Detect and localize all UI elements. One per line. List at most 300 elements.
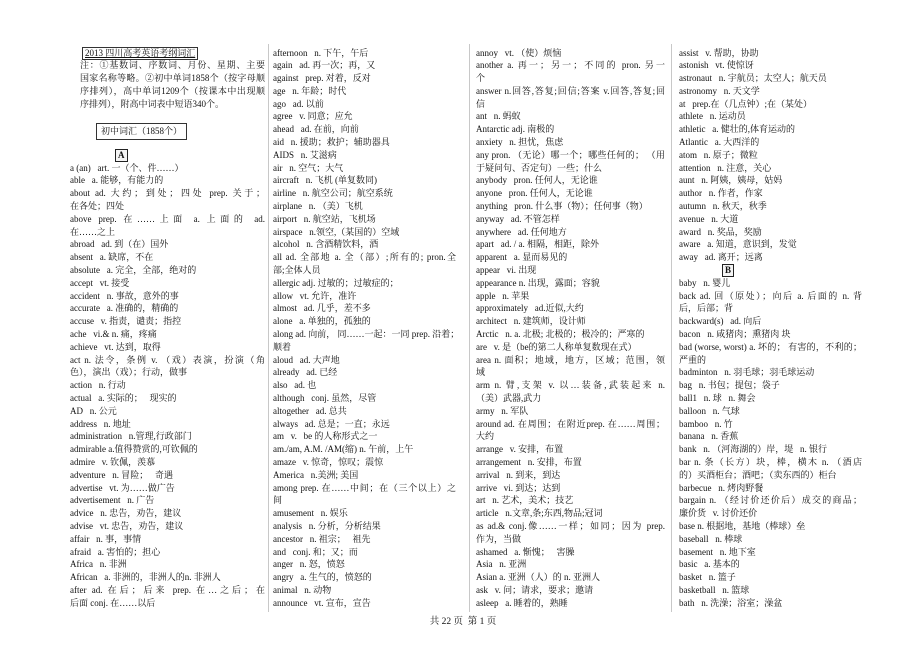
- note-line: 序排列），高中单词1209个（按课本中出现顺: [80, 85, 265, 96]
- entry-headword-line: air n. 空气；大气: [273, 162, 344, 173]
- vocab-entry: [273, 366, 456, 379]
- entry-headword-line: Arctic n. a. 北极; 北极的；极冷的；严寒的: [476, 329, 645, 340]
- vocab-entry: [476, 456, 665, 469]
- vocab-entry: [679, 405, 862, 418]
- entry-headword-line: barbecue n. 烤肉野餐: [679, 482, 764, 493]
- vocab-entry: [679, 59, 862, 72]
- entry-headword-line: baseball n. 棒球: [679, 533, 743, 544]
- entry-headword-line: again ad. 再一次；再，又: [273, 60, 376, 71]
- entry-headword-line: approximately ad.近似,大约: [476, 303, 584, 314]
- entry-headword-line: autumn n. 秋天，秋季: [679, 201, 767, 212]
- vocab-entry: [476, 290, 665, 303]
- vocab-entry: [273, 482, 456, 508]
- column-divider: [268, 44, 269, 612]
- entry-headword-line: aloud ad. 大声地: [273, 354, 340, 365]
- vocab-entry: [273, 174, 456, 187]
- entry-continuation-line: 作为，当做: [476, 533, 522, 544]
- entry-continuation-line: 色），演出（戏）；行动，做事: [70, 367, 188, 378]
- entry-headword-line: ant n. 蚂蚁: [476, 111, 521, 122]
- vocab-entry: [476, 520, 665, 546]
- vocab-entry: [476, 328, 665, 341]
- entry-headword-line: bad (worse, worst) a. 坏的； 有害的，不利的；: [679, 341, 862, 352]
- vocab-entry: [679, 558, 862, 571]
- entry-continuation-line: 在……之上: [70, 226, 116, 237]
- vocab-entry: [679, 123, 862, 136]
- vocab-entry: [273, 302, 456, 315]
- entry-headword-line: also ad. 也: [273, 380, 317, 391]
- entry-headword-line: a (an) art. 一（个、件……）: [70, 162, 184, 173]
- entry-headword-line: at prep.在（几点钟）;在（某处）: [679, 98, 812, 109]
- entry-headword-line: AD n. 公元: [70, 405, 117, 416]
- vocab-entry: [476, 277, 665, 290]
- entry-headword-line: ashamed a. 惭愧； 害臊: [476, 546, 575, 557]
- entry-headword-line: above prep. 在……上面 a. 上面的 ad.: [70, 213, 265, 224]
- entry-headword-line: back ad. 回（原处）；向后 a. 后面的 n. 背: [679, 290, 862, 301]
- entry-headword-line: backward(s) ad. 向后: [679, 316, 762, 327]
- entry-headword-line: anger n. 怒，愤怒: [273, 559, 345, 570]
- entry-continuation-line: 严重的: [679, 354, 707, 365]
- entry-headword-line: alone a. 单独的，孤独的: [273, 316, 371, 327]
- entry-headword-line: atom n. 原子；微粒: [679, 149, 758, 160]
- vocab-entry: [476, 149, 665, 175]
- vocab-entry: [273, 98, 456, 111]
- entry-headword-line: although conj. 虽然，尽管: [273, 393, 377, 404]
- entry-continuation-line: 在各处；四处: [70, 201, 125, 212]
- vocab-entry: [679, 482, 862, 495]
- vocab-entry: [476, 226, 665, 239]
- entry-headword-line: advertise vt. 为……做广告: [70, 482, 175, 493]
- entry-headword-line: among prep. 在……中间；在（三个以上）之: [273, 482, 456, 493]
- entry-headword-line: accurate a. 准确的，精确的: [70, 303, 179, 314]
- vocab-entry: [273, 59, 456, 72]
- vocab-entry: [476, 59, 665, 85]
- entry-headword-line: away ad. 离开；远离: [679, 252, 763, 263]
- vocab-entry: [70, 418, 265, 431]
- spacer: [70, 110, 265, 123]
- section-line: [70, 123, 265, 136]
- entry-headword-line: asleep a. 睡着的，熟睡: [476, 597, 568, 608]
- vocab-entry: [273, 328, 460, 354]
- vocab-entry: [476, 200, 665, 213]
- entry-headword-line: banana n. 香蕉: [679, 431, 739, 442]
- vocab-entry: [679, 546, 862, 559]
- entry-headword-line: advertisement n. 广告: [70, 495, 155, 506]
- entry-headword-line: badminton n. 羽毛球；羽毛球运动: [679, 367, 815, 378]
- vocab-entry: [476, 469, 665, 482]
- vocab-entry: [273, 149, 456, 162]
- entry-headword-line: avenue n. 大道: [679, 213, 739, 224]
- vocab-entry: [679, 72, 862, 85]
- vocab-entry: [679, 379, 862, 392]
- vocab-entry: [476, 597, 665, 610]
- entry-continuation-line: 于疑问句、否定句）一些；什么: [476, 162, 603, 173]
- vocab-entry: [70, 379, 265, 392]
- section-heading: 初中词汇（1858个）: [96, 123, 187, 140]
- vocab-entry: [273, 379, 456, 392]
- entry-headword-line: award n. 奖品，奖励: [679, 226, 762, 237]
- vocab-entry: [679, 533, 862, 546]
- entry-headword-line: agree v. 同意；应允: [273, 111, 353, 122]
- vocab-entry: [70, 430, 265, 443]
- vocab-entry: [273, 456, 456, 469]
- vocab-entry: [70, 315, 265, 328]
- entry-headword-line: astronaut n. 宇航员；太空人；航天员: [679, 73, 827, 84]
- entry-headword-line: Asian a. 亚洲（人）的 n. 亚洲人: [476, 572, 600, 583]
- entry-headword-line: anyone pron. 任何人，无论谁: [476, 188, 593, 199]
- vocab-entry: [273, 430, 456, 443]
- vocab-entry: [476, 584, 665, 597]
- vocab-entry: [476, 110, 665, 123]
- entry-headword-line: act n. 法令，条例 v. （戏）表演，扮演（角: [70, 354, 265, 365]
- vocab-entry: [476, 379, 665, 405]
- letter-line: [70, 149, 265, 162]
- entry-headword-line: accident n. 事故，意外的事: [70, 290, 179, 301]
- vocab-entry: [476, 174, 665, 187]
- vocab-entry: [679, 494, 862, 520]
- vocab-entry: [273, 187, 456, 200]
- vocab-entry: [273, 520, 456, 533]
- vocab-entry: [476, 354, 665, 380]
- entry-headword-line: all ad. 全部地 a. 全（部）;所有的; pron.全: [273, 252, 456, 263]
- vocab-entry: [476, 251, 665, 264]
- entry-headword-line: base n. 根据地，基地（棒球）垒: [679, 520, 806, 531]
- vocab-entry: [679, 136, 862, 149]
- entry-continuation-line: 廉价货 v. 讨价还价: [679, 508, 758, 519]
- vocab-entry: [273, 72, 456, 85]
- vocab-entry: [476, 558, 665, 571]
- entry-headword-line: and conj. 和；又；而: [273, 546, 358, 557]
- vocab-entry: [273, 277, 456, 290]
- vocab-entry: [679, 110, 862, 123]
- vocab-entry: [273, 123, 456, 136]
- vocab-entry: [70, 533, 265, 546]
- entry-headword-line: airplane n. （美）飞机: [273, 201, 363, 212]
- vocab-entry: [679, 443, 862, 456]
- vocab-entry: [476, 238, 665, 251]
- entry-headword-line: after ad. 在后；后来 prep. 在…之后；在: [70, 584, 265, 595]
- entry-headword-line: animal n. 动物: [273, 584, 332, 595]
- vocab-entry: [273, 418, 456, 431]
- vocab-entry: [476, 123, 665, 136]
- entry-continuation-line: （美）武器,武力: [476, 393, 542, 404]
- entry-headword-line: answer n.回答,答复;回信;答案 v.回答,答复;回: [476, 85, 665, 96]
- entry-headword-line: basket n. 篮子: [679, 572, 736, 583]
- vocab-entry: [70, 520, 265, 533]
- vocab-entry: [679, 520, 862, 533]
- entry-headword-line: athletic a. 健壮的,体育运动的: [679, 124, 795, 135]
- vocab-entry: [70, 494, 265, 507]
- entry-headword-line: Atlantic a. 大西洋的: [679, 137, 760, 148]
- vocab-entry: [679, 571, 862, 584]
- vocab-entry: [273, 571, 456, 584]
- vocab-entry: [273, 290, 456, 303]
- vocab-entry: [273, 47, 456, 60]
- entry-headword-line: anyway ad. 不管怎样: [476, 213, 560, 224]
- vocab-entry: [679, 149, 862, 162]
- vocab-entry: [273, 238, 456, 251]
- vocab-entry: [476, 213, 665, 226]
- entry-headword-line: annoy vt. （使）烦恼: [476, 47, 562, 58]
- entry-headword-line: Africa n. 非洲: [70, 559, 127, 570]
- entry-headword-line: arrangement n. 安排，布置: [476, 457, 582, 467]
- column-divider: [469, 44, 470, 612]
- vocab-entry: [273, 584, 456, 597]
- vocab-entry: [273, 354, 456, 367]
- entry-headword-line: as ad.& conj.像……一样；如同；因为 prep.: [476, 520, 665, 531]
- vocab-entry: [476, 405, 665, 418]
- entry-headword-line: accept vt. 接受: [70, 277, 130, 288]
- letter-heading: A: [115, 149, 128, 162]
- entry-headword-line: ask v. 问；请求，要求；邀请: [476, 584, 594, 595]
- entry-continuation-line: 信: [476, 98, 486, 109]
- vocab-entry: [273, 533, 456, 546]
- entry-headword-line: afternoon n. 下午，午后: [273, 47, 369, 58]
- vocab-entry: [476, 571, 665, 584]
- vocab-entry: [70, 277, 265, 290]
- entry-headword-line: army n. 军队: [476, 405, 529, 416]
- vocab-entry: [70, 341, 265, 354]
- vocab-entry: [679, 584, 862, 597]
- entry-headword-line: appear vi. 出现: [476, 265, 537, 276]
- entry-headword-line: amaze v. 惊奇，惊叹；震惊: [273, 457, 384, 467]
- entry-headword-line: always ad. 总是；一直；永远: [273, 418, 390, 429]
- entry-headword-line: America n.美洲; 美国: [273, 469, 359, 480]
- note-block: [70, 59, 265, 110]
- entry-headword-line: aunt n. 阿姨，姨母，姑妈: [679, 175, 783, 186]
- entry-headword-line: adventure n. 冒险； 奇遇: [70, 469, 173, 480]
- vocab-entry: [679, 597, 862, 610]
- entry-headword-line: altogether ad. 总共: [273, 405, 347, 416]
- entry-headword-line: bar n. 条（长方）块，棒，横木 n. （酒店: [679, 457, 862, 467]
- entry-headword-line: bargain n. （经讨价还价后）成交的商品；: [679, 495, 862, 506]
- entry-headword-line: bank n. （河海湖的）岸，堤 n. 银行: [679, 444, 827, 455]
- entry-headword-line: arrival n. 到来，到达: [476, 469, 561, 480]
- entry-headword-line: author n. 作者，作家: [679, 188, 763, 199]
- note-line: 国家名称等略。②初中单词1858个（按字母顺: [80, 73, 265, 84]
- vocab-entry: [273, 392, 456, 405]
- vocab-entry: [70, 571, 265, 584]
- entry-headword-line: actual a. 实际的； 现实的: [70, 393, 177, 404]
- vocab-entry: [273, 507, 456, 520]
- entry-headword-line: anywhere ad. 任何地方: [476, 226, 567, 237]
- entry-headword-line: achieve vt. 达到，取得: [70, 341, 161, 352]
- vocab-entry: [679, 392, 862, 405]
- vocab-entry: [70, 443, 265, 456]
- entry-headword-line: airline n. 航空公司；航空系统: [273, 188, 393, 199]
- entry-headword-line: aid n. 援助；救护；辅助器具: [273, 137, 390, 148]
- vocab-entry: [70, 469, 265, 482]
- vocab-column-4: [679, 47, 862, 610]
- vocab-entry: [70, 213, 265, 239]
- entry-headword-line: article n.文章,条;东西,物品;冠词: [476, 508, 603, 519]
- vocab-column-1: [70, 47, 265, 610]
- entry-continuation-line: 后，后部；背: [679, 303, 734, 314]
- entry-headword-line: astronomy n. 天文学: [679, 85, 760, 96]
- entry-headword-line: airport n. 航空站，飞机场: [273, 213, 376, 224]
- entry-continuation-line: 域: [476, 367, 486, 378]
- vocab-entry: [70, 584, 265, 610]
- vocab-entry: [476, 302, 665, 315]
- entry-headword-line: advise vt. 忠告，劝告，建议: [70, 520, 184, 531]
- vocab-entry: [476, 494, 665, 507]
- entry-continuation-line: 个: [476, 73, 486, 84]
- entry-headword-line: bacon n. 咸猪肉；熏猪肉 块: [679, 329, 791, 340]
- entry-headword-line: abroad ad. 到（在）国外: [70, 239, 169, 250]
- entry-headword-line: age n. 年龄；时代: [273, 85, 347, 96]
- vocab-entry: [273, 162, 456, 175]
- entry-headword-line: area n. 面积；地域，地方，区域；范围，领: [476, 354, 665, 365]
- entry-headword-line: advice n. 忠告，劝告，建议: [70, 508, 182, 519]
- vocab-entry: [679, 251, 862, 264]
- vocab-entry: [476, 315, 665, 328]
- entry-headword-line: afraid a. 害怕的；担心: [70, 546, 161, 557]
- vocab-entry: [70, 392, 265, 405]
- vocab-entry: [273, 469, 456, 482]
- entry-headword-line: assist v. 帮助，协助: [679, 47, 759, 58]
- entry-headword-line: ago ad. 以前: [273, 98, 324, 109]
- vocab-entry: [70, 328, 265, 341]
- vocab-entry: [476, 47, 665, 60]
- entry-headword-line: alcohol n. 含酒精饮料，酒: [273, 239, 379, 250]
- vocab-entry: [273, 200, 456, 213]
- entry-headword-line: appearance n. 出现，露面；容貌: [476, 277, 600, 288]
- vocab-entry: [679, 187, 862, 200]
- vocab-entry: [476, 482, 665, 495]
- vocab-entry: [273, 597, 456, 610]
- vocab-entry: [70, 162, 265, 175]
- entry-headword-line: bamboo n. 竹: [679, 418, 733, 429]
- entry-headword-line: ball1 n. 球 n. 舞会: [679, 393, 756, 404]
- entry-headword-line: affair n. 事，事情: [70, 533, 142, 544]
- entry-headword-line: attention n. 注意，关心: [679, 162, 772, 173]
- entry-headword-line: am v. be 的人称形式之一: [273, 431, 378, 442]
- vocab-entry: [70, 251, 265, 264]
- entry-continuation-line: 顺着: [273, 341, 292, 352]
- entry-headword-line: AIDS n. 艾滋病: [273, 149, 337, 160]
- entry-headword-line: announce vt. 宣布，宣告: [273, 597, 371, 608]
- entry-continuation-line: 后面 conj. 在……以后: [70, 597, 156, 608]
- entry-headword-line: angry a. 生气的，愤怒的: [273, 572, 372, 583]
- page-footer: 共 22 页 第 1 页: [429, 617, 497, 627]
- entry-headword-line: absent a. 缺席，不在: [70, 252, 154, 263]
- entry-headword-line: admire v. 钦佩，羡慕: [70, 457, 156, 467]
- entry-headword-line: African a. 非洲的，非洲人的n. 非洲人: [70, 572, 221, 583]
- letter-line: [679, 264, 862, 277]
- vocab-entry: [679, 290, 862, 316]
- entry-headword-line: against prep. 对着，反对: [273, 73, 371, 84]
- entry-headword-line: accuse v. 指责，谴责；指控: [70, 316, 182, 327]
- vocab-entry: [70, 507, 265, 520]
- vocab-entry: [273, 251, 456, 277]
- entry-headword-line: athlete n. 运动员: [679, 111, 746, 122]
- vocab-entry: [679, 85, 862, 98]
- entry-headword-line: Asia n. 亚洲: [476, 559, 527, 570]
- vocab-entry: [679, 226, 862, 239]
- vocab-entry: [679, 430, 862, 443]
- vocab-entry: [70, 354, 265, 380]
- vocab-entry: [476, 546, 665, 559]
- entry-continuation-line: 的）买酒柜台；酒吧；（卖东西的）柜台: [679, 469, 837, 480]
- vocab-entry: [273, 546, 456, 559]
- entry-headword-line: basketball n. 篮球: [679, 584, 750, 595]
- entry-headword-line: apparent a. 显而易见的: [476, 252, 568, 263]
- entry-headword-line: allow vt. 允许，准许: [273, 290, 357, 301]
- vocab-entry: [70, 174, 265, 187]
- vocab-entry: [273, 405, 456, 418]
- letter-heading: B: [722, 264, 734, 277]
- entry-headword-line: allergic adj. 过敏的；过敏症的；: [273, 277, 399, 288]
- entry-headword-line: analysis n. 分析，分析结果: [273, 520, 381, 531]
- entry-headword-line: along ad. 向前， 同……一起：一同 prep. 沿着；: [273, 329, 460, 340]
- vocab-column-3: [476, 47, 665, 610]
- vocab-entry: [679, 98, 862, 111]
- vocab-entry: [70, 290, 265, 303]
- vocab-entry: [70, 405, 265, 418]
- note-line: 注：①基数词、序数词、月份、星期、主要: [80, 60, 265, 71]
- entry-headword-line: arrange v. 安排，布置: [476, 444, 564, 455]
- vocab-entry: [679, 47, 862, 60]
- entry-headword-line: able a. 能够，有能力的: [70, 175, 164, 186]
- note-line: 序排列），附高中词表中短语340个。: [80, 98, 225, 109]
- vocab-entry: [679, 328, 862, 341]
- entry-headword-line: airspace n.领空,（某国的）空域: [273, 226, 400, 237]
- vocab-entry: [273, 85, 456, 98]
- vocab-entry: [273, 315, 456, 328]
- vocab-entry: [70, 302, 265, 315]
- entry-headword-line: aware a. 知道，意识到，发觉: [679, 239, 797, 250]
- vocab-entry: [679, 162, 862, 175]
- vocab-entry: [679, 277, 862, 290]
- vocab-entry: [476, 418, 665, 444]
- vocab-entry: [679, 174, 862, 187]
- vocab-entry: [70, 238, 265, 251]
- entry-headword-line: address n. 地址: [70, 418, 131, 429]
- entry-headword-line: anybody pron. 任何人，无论谁: [476, 175, 598, 186]
- entry-headword-line: am./am, A.M. /AM(缩) n. 午前，上午: [273, 444, 414, 455]
- vocab-entry: [70, 558, 265, 571]
- entry-headword-line: arrive vi. 到达；达到: [476, 482, 561, 493]
- entry-headword-line: arm n. 臂,支架 v. 以…装备,武装起来 n.: [476, 380, 665, 391]
- vocab-entry: [273, 110, 456, 123]
- vocab-entry: [679, 200, 862, 213]
- entry-headword-line: architect n. 建筑师，设计师: [476, 316, 586, 327]
- entry-headword-line: aircraft n. 飞机 (单复数同): [273, 175, 377, 186]
- entry-headword-line: ache vi.& n. 痛，疼痛: [70, 329, 157, 340]
- entry-headword-line: administration n.管理,行政部门: [70, 431, 192, 442]
- entry-headword-line: amusement n. 娱乐: [273, 508, 348, 519]
- vocab-entry: [679, 213, 862, 226]
- entry-headword-line: already ad. 已经: [273, 367, 338, 378]
- entry-headword-line: anxiety n. 担忧，焦虑: [476, 137, 564, 148]
- vocab-entry: [70, 482, 265, 495]
- vocab-entry: [273, 226, 456, 239]
- vocab-column-2: [273, 47, 460, 610]
- entry-headword-line: Antarctic adj. 南极的: [476, 124, 555, 135]
- vocab-entry: [476, 341, 665, 354]
- entry-headword-line: admirable a.值得赞赏的,可钦佩的: [70, 444, 198, 455]
- vocab-entry: [679, 238, 862, 251]
- entry-headword-line: basic a. 基本的: [679, 559, 740, 570]
- entry-headword-line: any pron. （无论）哪一个；哪些任何的； （用: [476, 149, 665, 160]
- entry-continuation-line: 间: [273, 495, 283, 506]
- vocab-entry: [476, 264, 665, 277]
- entry-headword-line: bath n. 洗澡；浴室；澡盆: [679, 597, 783, 608]
- entry-headword-line: bag n. 书包；提包；袋子: [679, 380, 780, 391]
- vocab-entry: [679, 456, 862, 482]
- entry-headword-line: are v. 是（be的第二人称单复数现在式）: [476, 341, 637, 352]
- entry-headword-line: absolute a. 完全，全部，绝对的: [70, 265, 197, 276]
- entry-headword-line: ancestor n. 祖宗； 祖先: [273, 533, 371, 544]
